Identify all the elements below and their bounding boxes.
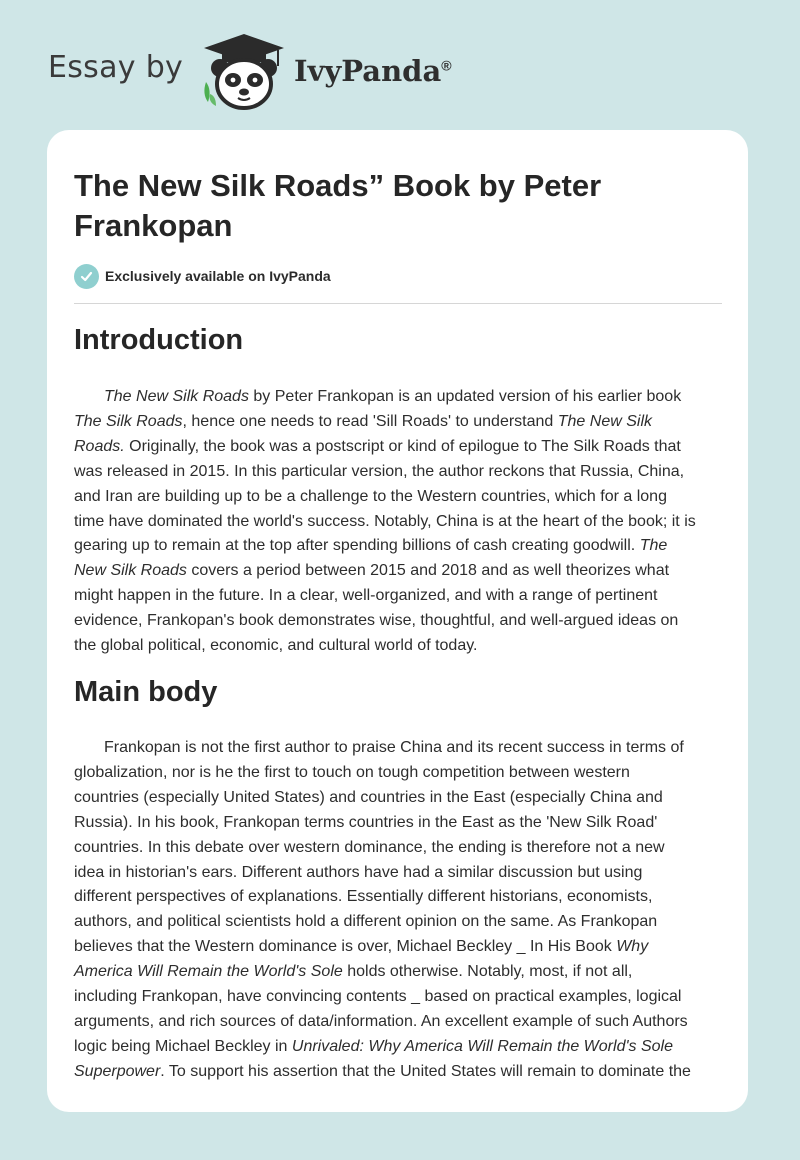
registered-mark: ® <box>441 57 452 74</box>
body-text: time have dominated the world's success. Notably, China is at the heart of the book; it is <box>74 512 696 530</box>
italic-title-text: The New Silk <box>557 412 652 430</box>
body-text: arguments, and rich sources of data/information. An excellent example of such Authors <box>74 1012 688 1030</box>
body-text: globalization, nor is he the first to touch on tough competition between western <box>74 763 630 781</box>
divider <box>74 303 722 304</box>
italic-title-text: Unrivaled: Why America Will Remain the World's Sole <box>291 1037 673 1055</box>
italic-title-text: The <box>639 537 668 555</box>
paragraph-line <box>74 1035 724 1060</box>
body-text: might happen in the future. In a clear, well-organized, and with a range of pertinent <box>74 587 658 605</box>
paragraph-line <box>74 836 724 861</box>
body-text: different perspectives of explanations. Essentially different historians, economists, <box>74 888 653 906</box>
body-text: by Peter Frankopan is an updated version of his earlier book <box>248 388 682 405</box>
body-text: including Frankopan, have convincing contents _ based on practical examples, logical <box>74 988 682 1006</box>
paragraph-line <box>74 584 724 609</box>
site-header <box>0 0 800 120</box>
paragraph-line <box>74 534 724 559</box>
body-text: and Iran are building up to be a challenge to the Western countries, which for a long <box>74 487 667 505</box>
section-heading-introduction: Introduction <box>74 324 244 356</box>
paragraph-line <box>74 761 724 786</box>
paragraph-line <box>74 385 724 410</box>
body-text: . To support his assertion that the United States will remain to dominate the <box>160 1062 691 1080</box>
body-text: gearing up to remain at the top after spending billions of cash creating goodwill. <box>74 537 640 555</box>
paragraph-line <box>74 510 724 535</box>
body-text: Frankopan is not the first author to praise China and its recent success in terms of <box>104 739 684 756</box>
body-text: covers a period between 2015 and 2018 and as well theorizes what <box>186 562 670 580</box>
paragraph-line <box>74 861 724 886</box>
body-text: believes that the Western dominance is over, Michael Beckley _ In His Book <box>74 938 617 956</box>
paragraph-line <box>74 435 724 460</box>
panda-graduate-icon[interactable] <box>198 32 290 110</box>
body-text: logic being Michael Beckley in <box>74 1037 292 1055</box>
section-heading-main-body: Main body <box>74 676 218 708</box>
paragraph-line <box>74 410 724 435</box>
article-card <box>47 130 748 1112</box>
body-text: Originally, the book was a postscript or kind of epilogue to The Silk Roads that <box>124 437 681 455</box>
exclusive-badge <box>74 263 331 289</box>
paragraph-line <box>74 559 724 584</box>
italic-title-text: Roads. <box>74 437 125 455</box>
body-text: authors, and political scientists hold a different opinion on the same. As Frankopan <box>74 913 658 931</box>
body-text: idea in historian's ears. Different authors have had a similar discussion but using <box>74 863 643 881</box>
paragraph-line <box>74 485 724 510</box>
main-body-paragraph <box>74 736 724 1085</box>
paragraph-line <box>74 786 724 811</box>
body-text: evidence, Frankopan's book demonstrates wise, thoughtful, and well-argued ideas on <box>74 612 679 630</box>
paragraph-line <box>74 634 724 659</box>
paragraph-line <box>74 985 724 1010</box>
body-text: the global political, economic, and cultural world of today. <box>74 637 478 655</box>
body-text: countries. In this debate over western dominance, the ending is therefore not a new <box>74 838 665 856</box>
paragraph-line <box>74 960 724 985</box>
paragraph-line <box>74 885 724 910</box>
paragraph-line <box>74 609 724 634</box>
body-text: , hence one needs to read 'Sill Roads' to understand <box>182 412 558 430</box>
paragraph-line <box>74 935 724 960</box>
body-text: Russia). In his book, Frankopan terms countries in the East as the 'New Silk Road' <box>74 813 658 831</box>
page-title: The New Silk Roads” Book by Peter Frankopan <box>74 168 602 243</box>
check-circle-icon <box>74 264 99 289</box>
paragraph-line <box>74 736 724 761</box>
italic-title-text: America Will Remain the World's Sole <box>74 963 343 981</box>
paragraph-line <box>74 460 724 485</box>
body-text: countries (especially United States) and countries in the East (especially China and <box>74 788 663 806</box>
brand-text: IvyPanda <box>294 54 442 88</box>
paragraph-line <box>74 910 724 935</box>
italic-title-text: The Silk Roads <box>74 412 183 430</box>
body-text: was released in 2015. In this particular version, the author reckons that Russia, China, <box>74 462 685 480</box>
paragraph-line <box>74 1060 724 1085</box>
italic-title-text: The New Silk Roads <box>104 388 249 405</box>
paragraph-line <box>74 811 724 836</box>
body-text: holds otherwise. Notably, most, if not all, <box>342 963 633 981</box>
exclusive-label: Exclusively available on IvyPanda <box>105 268 331 284</box>
paragraph-line <box>74 1010 724 1035</box>
introduction-paragraph <box>74 385 724 659</box>
italic-title-text: Why <box>616 938 649 956</box>
italic-title-text: Superpower <box>74 1062 161 1080</box>
brand-name <box>294 54 452 88</box>
essay-by-label: Essay by <box>48 50 184 85</box>
italic-title-text: New Silk Roads <box>74 562 187 580</box>
